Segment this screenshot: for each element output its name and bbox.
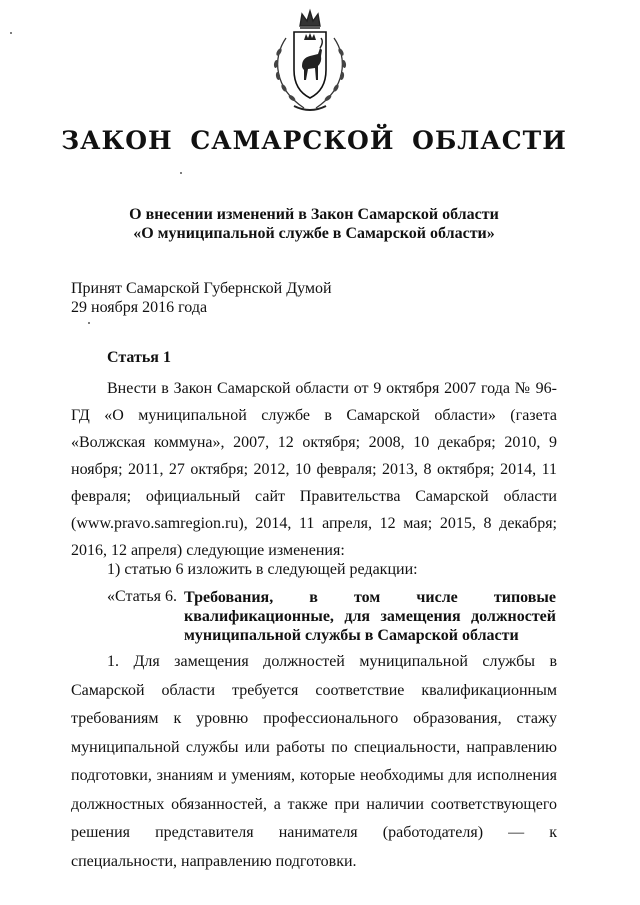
list-item-1: 1) статью 6 изложить в следующей редакции: (107, 561, 418, 578)
adoption-info (71, 279, 332, 317)
adoption-body: Принят Самарской Губернской Думой (71, 280, 332, 297)
scan-speck (10, 32, 12, 34)
subtitle-line-2: «О муниципальной службе в Самарской области» (133, 225, 495, 242)
scan-speck (180, 172, 182, 174)
clause-1: 1. Для замещения должностей муниципальной службы в Самарской области требуется соответствие квалификационным требованиям к уровню профессионального образования, стажу муниципальной службы или работы по специальности, направлению подготовки, знаниям и умениям, которые необходимы для исполнения должностных обязанностей, а также при наличии соответствующего решения представителя нанимателя (работодателя) — к специальности, направлению подготовки. (71, 653, 557, 870)
law-subtitle (0, 205, 628, 243)
adoption-date: 29 ноября 2016 года (71, 299, 208, 316)
article-heading: Статья 1 (107, 349, 171, 366)
scan-speck (88, 322, 90, 324)
article6-title: Требования, в том числе типовые квалификационные, для замещения должностей муниципальной службы в Самарской области (184, 589, 556, 644)
article-paragraph: Внести в Закон Самарской области от 9 октября 2007 года № 96-ГД «О муниципальной службе в Самарской области» (газета «Волжская коммуна», 2007, 12 октября; 2008, 10 декабря; 2010, 9 ноября; 2011, 27 октября; 2012, 10 февраля; 2013, 8 октября; 2014, 11 февраля; официальный сайт Правительства Самарской области (www.pravo.samregion.ru), 2014, 11 апреля, 12 мая; 2015, 8 декабря; 2016, 12 апреля) следующие изменения: (71, 380, 557, 559)
samara-coat-of-arms-icon (264, 8, 356, 116)
subtitle-line-1: О внесении изменений в Закон Самарской области (129, 206, 499, 223)
law-title: ЗАКОН САМАРСКОЙ ОБЛАСТИ (61, 126, 567, 155)
article6-label: «Статья 6. (107, 588, 177, 605)
